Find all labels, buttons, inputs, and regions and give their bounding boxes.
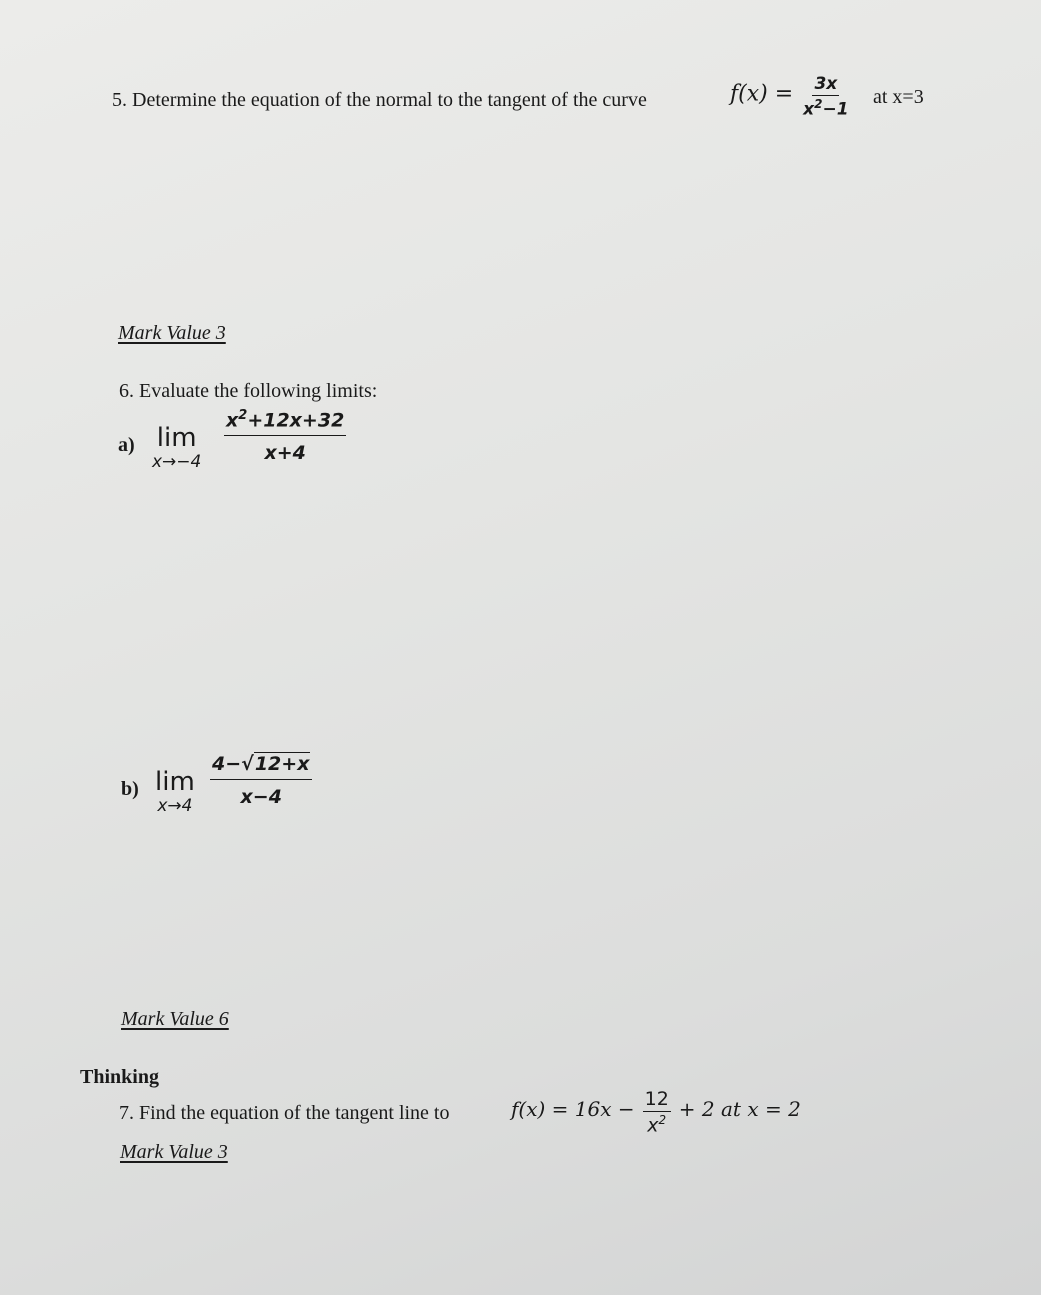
question-6-text: 6. Evaluate the following limits: xyxy=(119,380,378,402)
q6a-fraction xyxy=(224,408,346,464)
mark-value-q7: Mark Value 3 xyxy=(120,1141,228,1163)
q6b-lim xyxy=(155,768,195,816)
question-5-text: 5. Determine the equation of the normal to the tangent of the curve xyxy=(112,89,647,111)
q7-den-exp: 2 xyxy=(658,1113,667,1127)
q6a-num-exp: 2 xyxy=(238,408,248,423)
q7-fraction xyxy=(643,1088,671,1136)
q6b-sqrt xyxy=(241,752,310,775)
q6b-lim-word: lim xyxy=(155,767,195,797)
q5-func-lhs: f(x) = xyxy=(730,81,794,107)
q7-fraction-denominator xyxy=(647,1112,666,1136)
mark-value-q5: Mark Value 3 xyxy=(118,322,226,344)
q7-den-base: x xyxy=(647,1114,659,1137)
question-7-function xyxy=(511,1088,801,1136)
mark-value-q6: Mark Value 6 xyxy=(121,1008,229,1030)
q6a-label: a) xyxy=(118,434,135,456)
q5-den-rest: −1 xyxy=(822,99,849,120)
q6b-lim-sub: x→4 xyxy=(157,796,193,816)
q7-lhs: f(x) = 16x − xyxy=(511,1096,635,1121)
question-5 xyxy=(112,89,647,112)
q5-fraction-numerator: 3x xyxy=(814,74,838,94)
q5-den-base: x xyxy=(803,99,815,120)
q6b-fraction xyxy=(210,752,312,808)
q6b-num-pre: 4− xyxy=(212,753,242,775)
q5-tail: at x=3 xyxy=(873,86,924,108)
question-7-text: 7. Find the equation of the tangent line to xyxy=(119,1102,450,1124)
q6a-lim-word: lim xyxy=(156,423,197,453)
q7-fraction-numerator: 12 xyxy=(644,1088,669,1110)
q6b-radicand: 12+x xyxy=(254,753,310,775)
question-5-function xyxy=(730,74,849,120)
q6a-numerator xyxy=(224,408,346,436)
q6a-limit xyxy=(152,424,201,472)
q6b-label: b) xyxy=(121,778,139,800)
q6b-numerator xyxy=(210,752,312,780)
q6a-num-base: x xyxy=(226,409,239,432)
q6a-num-rest: +12x+32 xyxy=(247,409,345,432)
q5-den-exp: 2 xyxy=(814,97,823,111)
q6a-denominator: x+4 xyxy=(264,442,306,465)
q6b-limit xyxy=(155,768,195,816)
q6b-denominator: x−4 xyxy=(240,786,282,808)
q5-fraction-denominator xyxy=(803,96,848,120)
q6a-lim-sub: x→−4 xyxy=(152,452,202,472)
q5-fraction xyxy=(803,74,848,120)
q6b-root-symbol: √ xyxy=(241,753,254,775)
section-heading-thinking: Thinking xyxy=(80,1066,159,1088)
q7-rhs: + 2 at x = 2 xyxy=(678,1096,801,1121)
q6a-lim xyxy=(152,424,201,472)
